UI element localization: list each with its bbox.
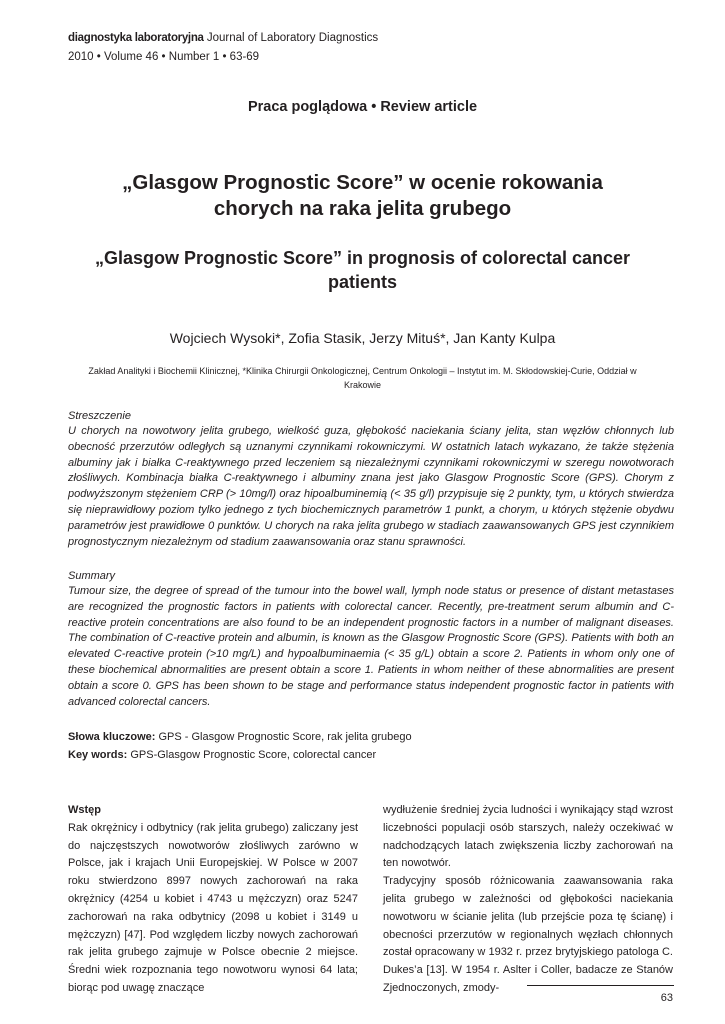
abstract-pl-text: U chorych na nowotwory jelita grubego, wielkość guza, głębokość naciekania ściany jelita, stan węzłów chłonnych lub obecność przerzutów odległych są uznanymi czynnikami rokowniczymi. W ostatnich latach wykazano, że także stężenia albuminy jak i białka C-reaktywnego przed leczeniem są niezależnymi czynnikami rokowniczymi w szeregu nowotworach złośliwych. Kombinacja białka C-reaktywnego i albuminy znana jest jako Glasgow Prognostic Score (GPS). Chorym z podwyższonym stężeniem CRP (> 10mg/l) oraz hipoalbuminemią (< 35 g/l) przypisuje się 2 punkty, tym, u których stwierdza się nieprawidłowy poziom tylko jednego z tych biochemicznych parametrów 1 punkt, a chorym, u których stężenie obydwu parametrów jest prawidłowe 0 punktów. U chorych na raka jelita grubego w stadiach zaawansowanych GPS jest czynnikiem prognostycznym niezależnym od stadium zaawansowania oraz stanu sprawności. [68, 425, 674, 548]
abstract-pl-heading: Streszczenie [68, 410, 131, 422]
body-paragraph: Rak okrężnicy i odbytnicy (rak jelita grubego) zaliczany jest do najczęstszych nowotworów złośliwych zarówno w Polsce, jak i krajach Unii Europejskiej. W Polsce w 2007 roku stwierdzono 8997 nowych zachorowań na raka okrężnicy (4254 u kobiet i 4743 u mężczyzn) oraz 5247 zachorowań na raka odbytnicy (2098 u kobiet i 3149 u mężczyzn) [47]. Pod względem liczby nowych zachorowań rak jelita grubego zajmuje w Polsce obecnie 2 miejsce. Średni wiek rozpoznania tego nowotworu wynosi 64 lata; biorąc pod uwagę znaczące [68, 821, 358, 994]
page-number: 63 [660, 992, 673, 1004]
body-column-left [68, 802, 358, 998]
abstract-en-heading: Summary [68, 570, 116, 582]
keywords-en-value: GPS-Glasgow Prognostic Score, colorectal cancer [130, 749, 377, 761]
keywords-pl-value: GPS - Glasgow Prognostic Score, rak jelita grubego [158, 731, 412, 743]
authors: Wojciech Wysoki*, Zofia Stasik, Jerzy Mituś*, Jan Kanty Kulpa [169, 330, 556, 346]
keywords-pl [68, 730, 412, 745]
journal-name: Journal of Laboratory Diagnostics [206, 32, 379, 44]
issue-info: 2010 • Volume 46 • Number 1 • 63-69 [68, 51, 260, 63]
journal-brand: diagnostyka laboratoryjna [68, 32, 204, 44]
article-type: Praca poglądowa • Review article [247, 99, 478, 115]
keywords-en [68, 748, 376, 763]
keywords-en-label: Key words: [68, 749, 128, 761]
footer-divider [527, 985, 674, 986]
body-paragraph: wydłużenie średniej życia ludności i wynikający stąd wzrost liczebności populacji osób starszych, należy oczekiwać w nadchodzących latach zwiększenia liczby zachorowań na ten nowotwór. [383, 804, 673, 870]
body-paragraph: Tradycyjny sposób różnicowania zaawansowania raka jelita grubego w zależności od głębokości naciekania nowotworu w ścianie jelita (lub przejście poza tę ścianę) i obecności przerzutów w regionalnych węzłach chłonnych został opracowany w 1932 r. przez brytyjskiego patologa C. Dukes’a [13]. W 1954 r. Aslter i Coller, badacze ze Stanów Zjednoczonych, zmody- [383, 875, 673, 994]
title-english: „Glasgow Prognostic Score” in prognosis of colorectal cancer patients [94, 248, 631, 292]
title-polish: „Glasgow Prognostic Score” w ocenie rokowania chorych na raka jelita grubego [122, 171, 603, 220]
section-heading: Wstęp [68, 804, 101, 816]
keywords-pl-label: Słowa kluczowe: [68, 731, 156, 743]
body-column-right [383, 802, 673, 998]
affiliation: Zakład Analityki i Biochemii Klinicznej, *Klinika Chirurgii Onkologicznej, Centrum Onkologii – Instytut im. M. Skłodowskiej-Curie, Oddział w Krakowie [88, 366, 637, 390]
journal-header [68, 31, 378, 46]
abstract-en-text: Tumour size, the degree of spread of the tumour into the bowel wall, lymph node status or presence of distant metastases are recognized the prognostic factors in patients with colorectal cancer. Recently, pre-treatment serum albumin and C-reactive protein concentrations are also found to be an independent prognostic factors in a number of malignant diseases. The combination of C-reactive protein and albumin, is known as the Glasgow Prognostic Score (GPS). Patients with both an elevated C-reactive protein (>10 mg/L) and hypoalbuminaemia (< 35 g/L) obtain a score 2. Patients in whom only one of these biochemical abnormalities are present obtain a score 1. Patients in whom neither of these abnormalities are present obtain a score 0. GPS has been shown to be stage and performance status independent prognostic factor in patients with advanced colorectal cancers. [68, 585, 674, 708]
